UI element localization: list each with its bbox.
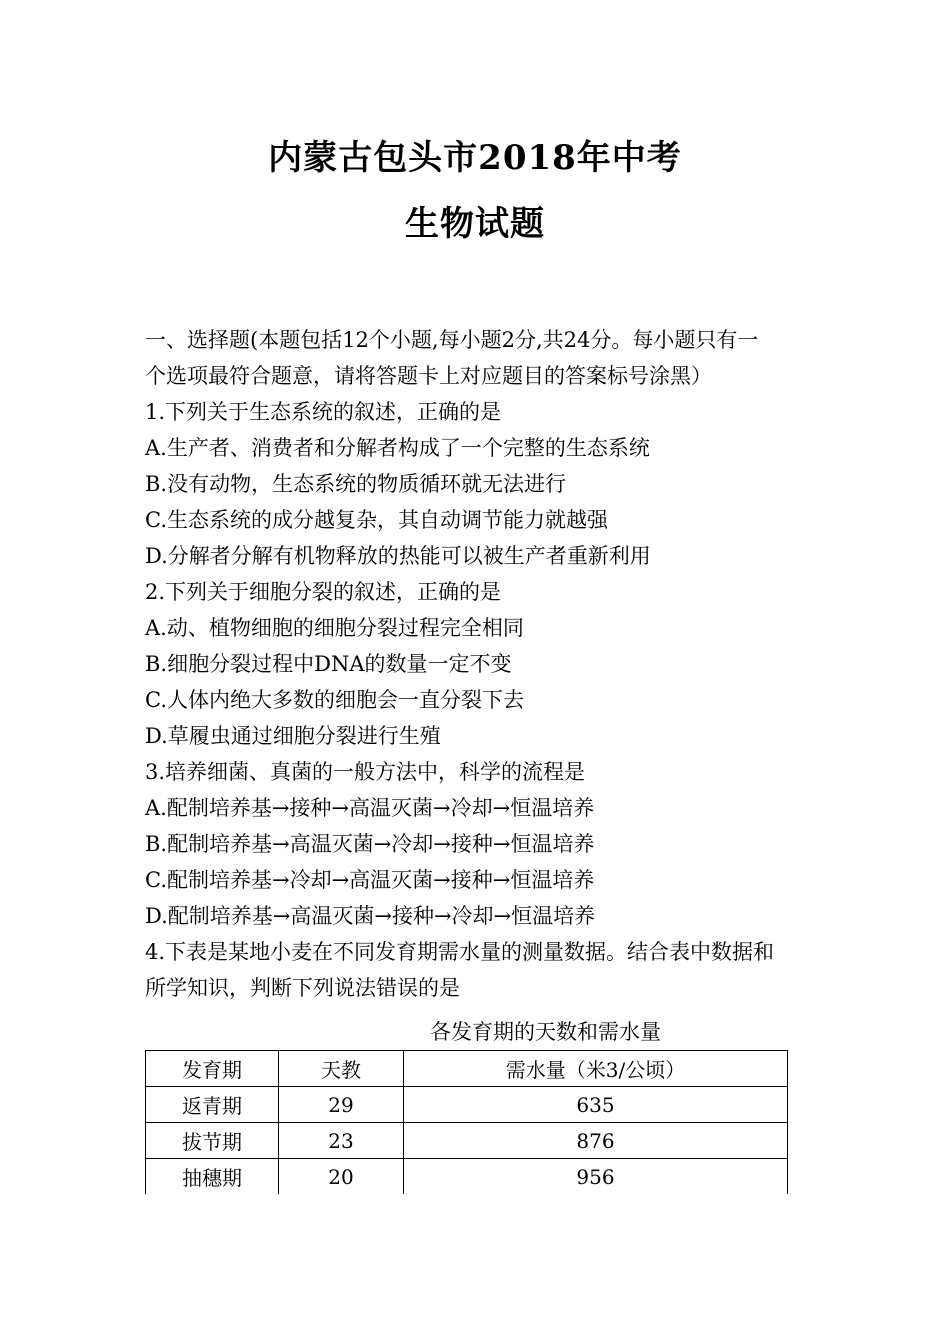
question-3-option-d: D.配制培养基→高温灭菌→接种→冷却→恒温培养: [145, 904, 596, 928]
table-header-row: [146, 1051, 788, 1087]
table-cell: 876: [404, 1123, 788, 1159]
page-subtitle: 生物试题: [405, 204, 545, 244]
table-cell: 拔节期: [146, 1123, 279, 1159]
question-3-stem: 3.培养细菌、真菌的一般方法中，科学的流程是: [145, 760, 586, 784]
question-1-stem: 1.下列关于生态系统的叙述，正确的是: [145, 400, 502, 424]
water-requirement-table: [145, 1050, 788, 1194]
table-cell: 29: [279, 1087, 404, 1123]
table-caption: 各发育期的天数和需水量: [430, 1020, 661, 1044]
table-cell: 抽穗期: [146, 1159, 279, 1195]
table-header-cell: 天教: [279, 1051, 404, 1087]
section-instructions-line-1: 一、选择题(本题包括12个小题,每小题2分,共24分。每小题只有一: [145, 328, 759, 352]
question-1-option-b: B.没有动物，生态系统的物质循环就无法进行: [145, 472, 567, 496]
table-cell: 23: [279, 1123, 404, 1159]
question-1-option-d: D.分解者分解有机物释放的热能可以被生产者重新利用: [145, 544, 651, 568]
question-2-stem: 2.下列关于细胞分裂的叙述，正确的是: [145, 580, 502, 604]
question-4-stem-line-1: 4.下表是某地小麦在不同发育期需水量的测量数据。结合表中数据和: [145, 940, 775, 964]
question-1-option-a: A.生产者、消费者和分解者构成了一个完整的生态系统: [145, 436, 650, 460]
table-cell: 20: [279, 1159, 404, 1195]
table-row: [146, 1087, 788, 1123]
question-3-option-c: C.配制培养基→冷却→高温灭菌→接种→恒温培养: [145, 868, 595, 892]
question-2-option-c: C.人体内绝大多数的细胞会一直分裂下去: [145, 688, 524, 712]
table-header-cell: 发育期: [146, 1051, 279, 1087]
question-2-option-d: D.草履虫通过细胞分裂进行生殖: [145, 724, 441, 748]
table-cell: 956: [404, 1159, 788, 1195]
section-instructions-line-2: 个选项最符合题意，请将答题卡上对应题目的答案标号涂黑）: [145, 364, 712, 388]
question-3-option-b: B.配制培养基→高温灭菌→冷却→接种→恒温培养: [145, 832, 595, 856]
question-1-option-c: C.生态系统的成分越复杂，其自动调节能力就越强: [145, 508, 608, 532]
table-header-cell: 需水量（米3/公顷）: [404, 1051, 788, 1087]
table-cell: 返青期: [146, 1087, 279, 1123]
question-2-option-a: A.动、植物细胞的细胞分裂过程完全相同: [145, 616, 524, 640]
question-3-option-a: A.配制培养基→接种→高温灭菌→冷却→恒温培养: [145, 796, 595, 820]
question-2-option-b: B.细胞分裂过程中DNA的数量一定不变: [145, 652, 512, 676]
table-cell: 635: [404, 1087, 788, 1123]
page-title: 内蒙古包头市2018年中考: [268, 138, 682, 178]
table-row: [146, 1123, 788, 1159]
question-4-stem-line-2: 所学知识，判断下列说法错误的是: [145, 976, 460, 1000]
table-row: [146, 1159, 788, 1195]
